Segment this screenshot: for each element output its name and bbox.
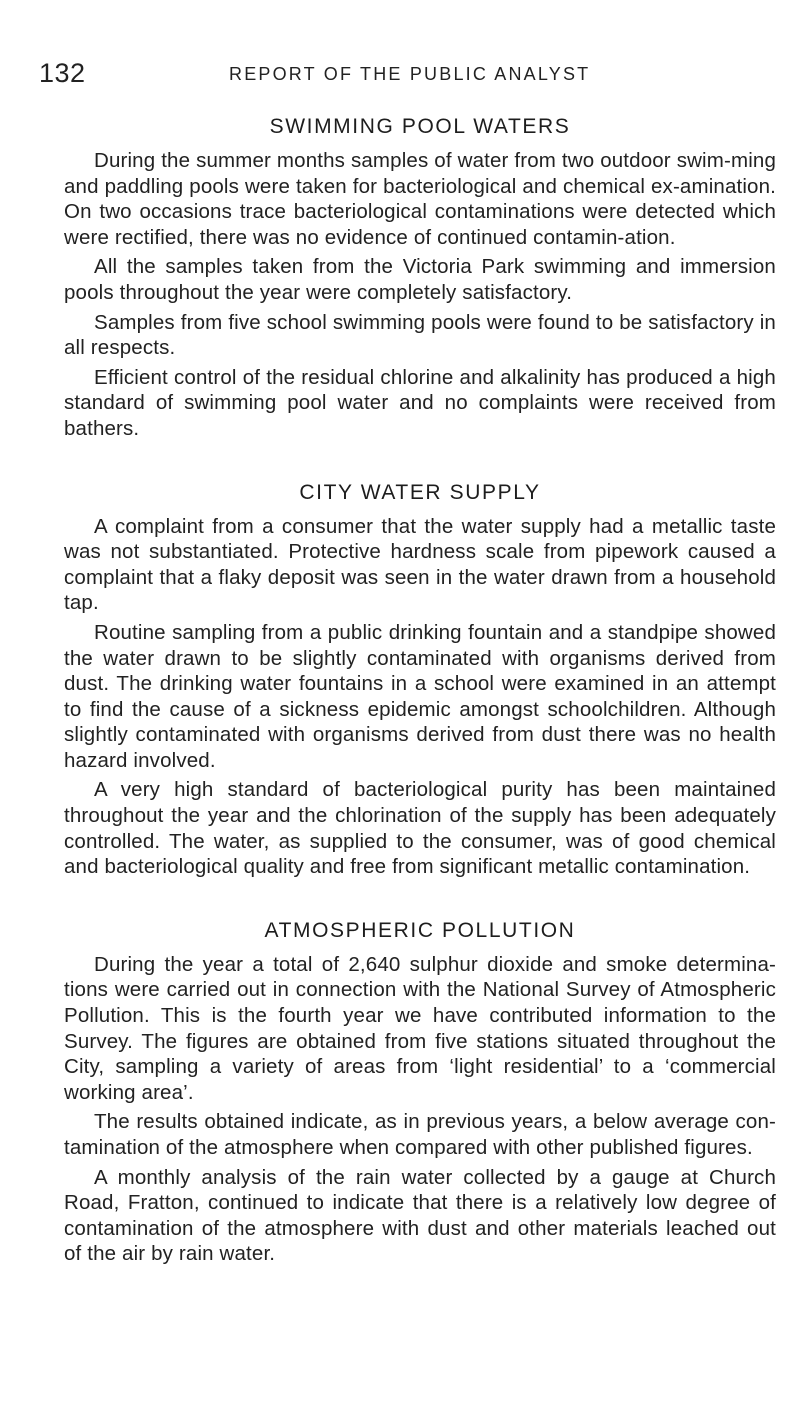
section-city-water-supply [64,478,776,880]
running-header-title: REPORT OF THE PUBLIC ANALYST [229,64,591,84]
section-heading: SWIMMING POOL WATERS [269,115,571,138]
paragraph: During the summer months samples of water from two outdoor swim-ming and paddling pools were taken for bacteriological and chemical ex-amination. On two occasions trace bacteriological contaminations were detected which were rectified, there was no evidence of continued contamin-ation. [64,149,776,249]
section-heading: ATMOSPHERIC POLLUTION [264,918,576,942]
paragraph: During the year a total of 2,640 sulphur dioxide and smoke determina-tions were carried out in connection with the National Survey of Atmospheric Pollution. This is the fourth year we have contributed information to the Survey. The figures are obtained from five stations situated throughout the City, sampling a variety of areas from ‘light residential’ to a ‘commercial working area’. [64,952,776,1104]
section-heading: CITY WATER SUPPLY [299,480,541,504]
paragraph: Routine sampling from a public drinking fountain and a standpipe showed the water drawn to be slightly contaminated with organisms derived from dust. The drinking water fountains in a school were examined in an attempt to find the cause of a sickness epidemic amongst schoolchildren. Although slightly contaminated with organisms derived from dust there was no health hazard involved. [64,620,776,772]
paragraph: A very high standard of bacteriological purity has been maintained throughout the year and the chlorination of the supply has been adequately controlled. The water, as supplied to the consumer, was of good chemical and bacteriological quality and free from significant metallic contamination. [64,778,776,879]
paragraph: Efficient control of the residual chlorine and alkalinity has produced a high standard of swimming pool water and no complaints were received from bathers. [64,365,776,440]
document-body [64,112,776,1303]
paragraph: A complaint from a consumer that the water supply had a metallic taste was not substantiated. Protective hardness scale from pipework caused a complaint that a flaky deposit was seen in the water drawn from a household tap. [64,514,776,615]
paragraph: A monthly analysis of the rain water collected by a gauge at Church Road, Fratton, continued to indicate that there is a relatively low degree of contamination of the atmosphere with dust and other materials leached out of the air by rain water. [64,1165,776,1266]
page-number: 132 [39,58,86,88]
running-header [39,58,779,98]
paragraph: Samples from five school swimming pools were found to be satisfactory in all respects. [64,310,776,360]
paragraph: All the samples taken from the Victoria Park swimming and immersion pools throughout the year were completely satisfactory. [64,255,776,304]
paragraph: The results obtained indicate, as in previous years, a below average con-tamination of the atmosphere when compared with other published figures. [64,1110,776,1159]
section-atmospheric-pollution [64,916,776,1267]
section-swimming-pool-waters [64,112,776,442]
